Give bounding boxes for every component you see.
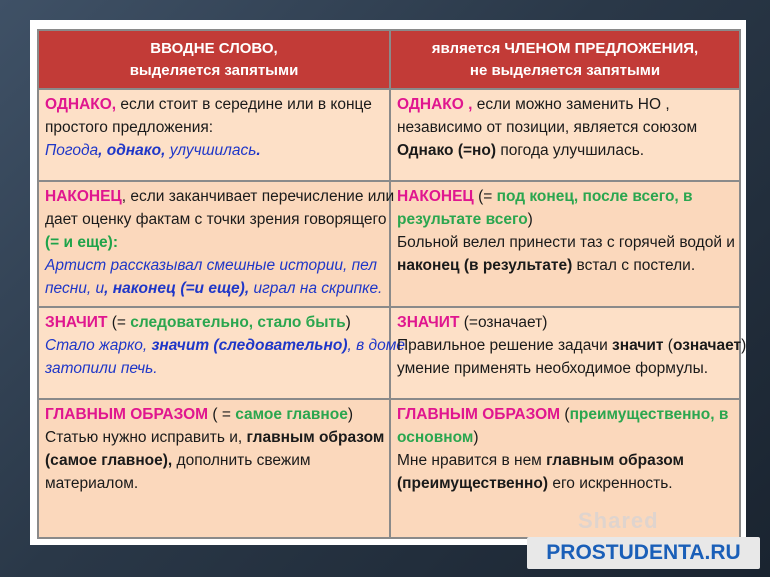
- table-header-row: [38, 30, 740, 89]
- table-row: [38, 307, 740, 399]
- cell-odnako-member: ОДНАКО , если можно заменить НО , независимо от позиции, является союзом Однако (=но) погода улучшилась.: [390, 89, 740, 181]
- cell-odnako-introductory: ОДНАКО, если стоит в середине или в конце простого предложения: Погода, однако, улучшилась.: [38, 89, 390, 181]
- header-introductory-word: ВВОДНЕ СЛОВО, выделяется запятыми: [38, 30, 390, 89]
- cell-znachit-introductory: ЗНАЧИТ (= следовательно, стало быть) Стало жарко, значит (следовательно), в доме затопили печь.: [38, 307, 390, 399]
- header-sentence-member: является ЧЛЕНОМ ПРЕДЛОЖЕНИЯ, не выделяется запятыми: [390, 30, 740, 89]
- table-row: [38, 89, 740, 181]
- cell-glavnym-obrazom-introductory: ГЛАВНЫМ ОБРАЗОМ ( = самое главное) Статью нужно исправить и, главным образом (самое главное), дополнить свежим материалом.: [38, 399, 390, 538]
- slide: [30, 20, 746, 545]
- cell-znachit-member: ЗНАЧИТ (=означает) Правильное решение задачи значит (означает) умение применять необходимое формулы.: [390, 307, 740, 399]
- watermark: Shared: [578, 508, 659, 533]
- table-row: [38, 181, 740, 307]
- cell-nakonets-introductory: НАКОНЕЦ, если заканчивает перечисление или дает оценку фактам с точки зрения говорящего (= и еще): Артист рассказывал смешные истории, пел песни, и, наконец (=и еще), играл на скрипке.: [38, 181, 390, 307]
- cell-nakonets-member: НАКОНЕЦ (= под конец, после всего, в результате всего) Больной велел принести таз с горячей водой и наконец (в результате) встал с постели.: [390, 181, 740, 307]
- comparison-table: [37, 29, 747, 539]
- cell-glavnym-obrazom-member: ГЛАВНЫМ ОБРАЗОМ (преимущественно, в основном) Мне нравится в нем главным образом (преимущественно) его искренность.: [390, 399, 740, 538]
- site-logo: PROSTUDENTA.RU: [527, 537, 760, 569]
